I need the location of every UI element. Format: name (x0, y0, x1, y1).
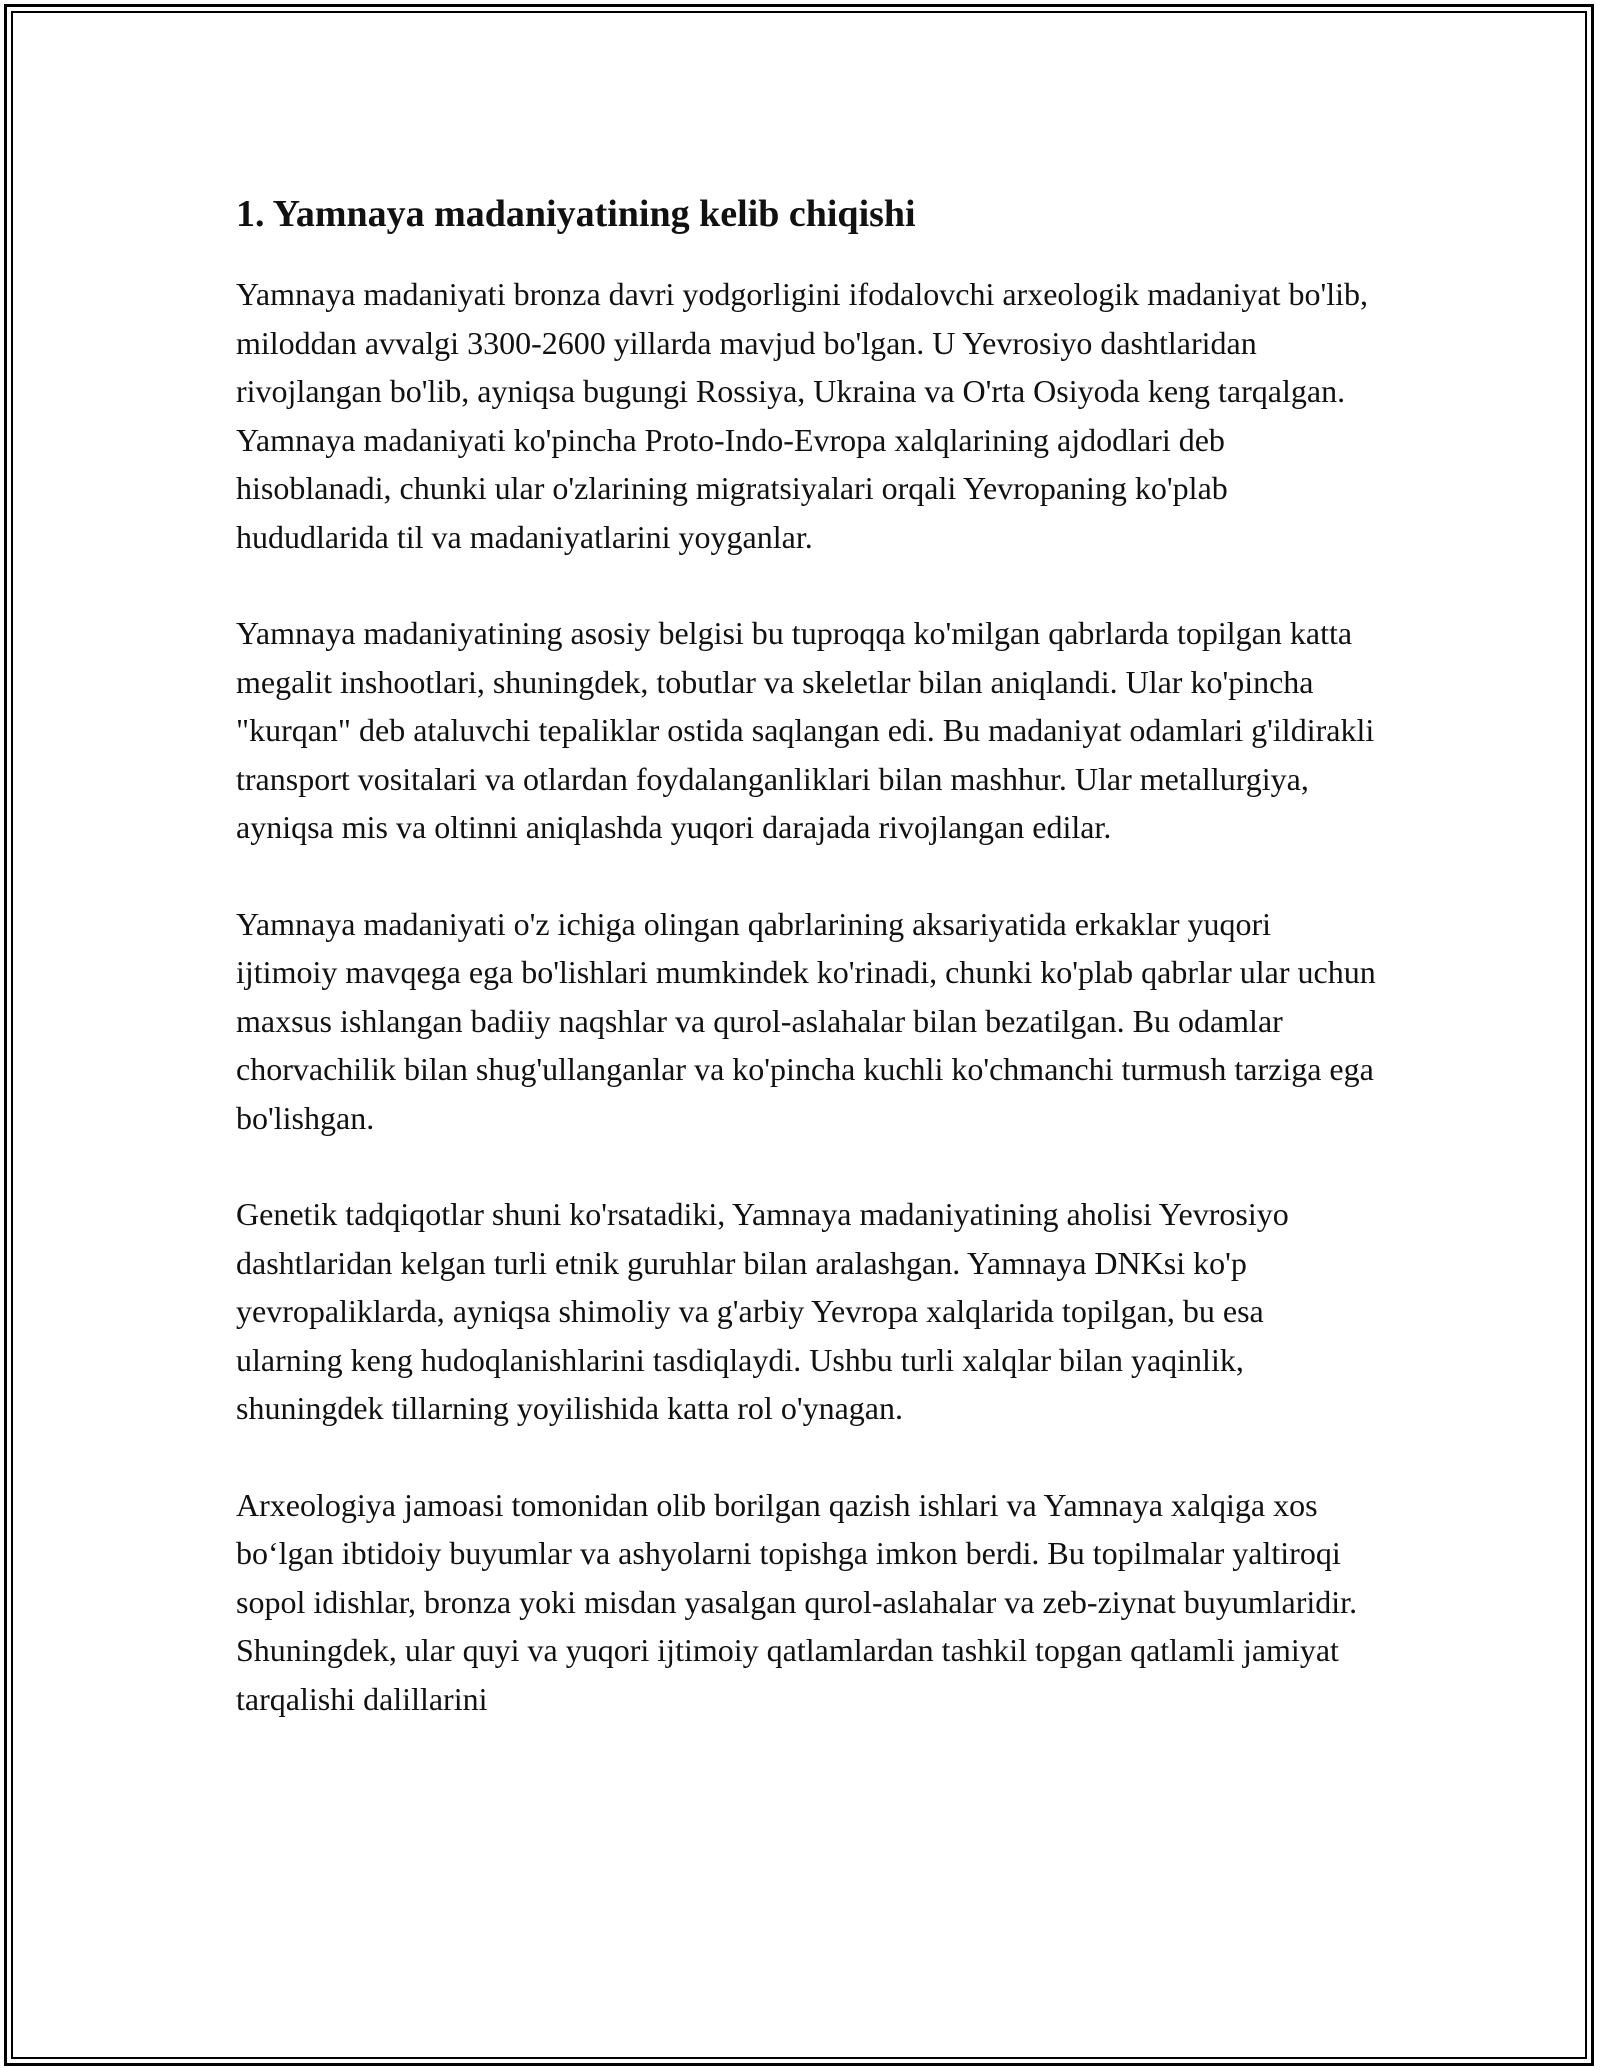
document-body (236, 186, 1376, 1771)
paragraph-5: Arxeologiya jamoasi tomonidan olib borilgan qazish ishlari va Yamnaya xalqiga xos bo‘lgan ibtidoiy buyumlar va ashyolarni topishga imkon berdi. Bu topilmalar yaltiroqi sopol idishlar, bronza yoki misdan yasalgan qurol-aslahalar va zeb-ziynat buyumlaridir. Shuningdek, ular quyi va yuqori ijtimoiy qatlamlardan tashkil topgan qatlamli jamiyat tarqalishi dalillarini (236, 1486, 1358, 1717)
paragraph-3: Yamnaya madaniyati o'z ichiga olingan qabrlarining aksariyatida erkaklar yuqori ijtimoiy mavqega ega bo'lishlari mumkindek ko'rinadi, chunki ko'plab qabrlar ular uchun maxsus ishlangan badiiy naqshlar va qurol-aslahalar bilan bezatilgan. Bu odamlar chorvachilik bilan shug'ullanganlar va ko'pincha kuchli ko'chmanchi turmush tarziga ega bo'lishgan. (236, 905, 1376, 1136)
paragraph-4: Genetik tadqiqotlar shuni ko'rsatadiki, Yamnaya madaniyatining aholisi Yevrosiyo dashtlaridan kelgan turli etnik guruhlar bilan aralashgan. Yamnaya DNKsi ko'p yevropaliklarda, ayniqsa shimoliy va g'arbiy Yevropa xalqlarida topilgan, bu esa ularning keng hudoqlanishlarini tasdiqlaydi. Ushbu turli xalqlar bilan yaqinlik, shuningdek tillarning yoyilishida katta rol o'ynagan. (236, 1196, 1289, 1426)
section-heading: 1. Yamnaya madaniyatining kelib chiqishi (236, 193, 916, 235)
paragraph-2: Yamnaya madaniyatining asosiy belgisi bu tuproqqa ko'milgan qabrlarda topilgan katta megalit inshootlari, shuningdek, tobutlar va skeletlar bilan aniqlandi. Ular ko'pincha "kurqan" deb ataluvchi tepaliklar ostida saqlangan edi. Bu madaniyat odamlari g'ildirakli transport vositalari va otlardan foydalanganliklari bilan mashhur. Ular metallurgiya, ayniqsa mis va oltinni aniqlashda yuqori darajada rivojlangan edilar. (236, 615, 1375, 845)
paragraph-1: Yamnaya madaniyati bronza davri yodgorligini ifodalovchi arxeologik madaniyat bo'lib, miloddan avvalgi 3300-2600 yillarda mavjud bo'lgan. U Yevrosiyo dashtlaridan rivojlangan bo'lib, ayniqsa bugungi Rossiya, Ukraina va O'rta Osiyoda keng tarqalgan. Yamnaya madaniyati ko'pincha Proto-Indo-Evropa xalqlarining ajdodlari deb hisoblanadi, chunki ular o'zlarining migratsiyalari orqali Yevropaning ko'plab hududlarida til va madaniyatlarini yoyganlar. (236, 276, 1369, 555)
